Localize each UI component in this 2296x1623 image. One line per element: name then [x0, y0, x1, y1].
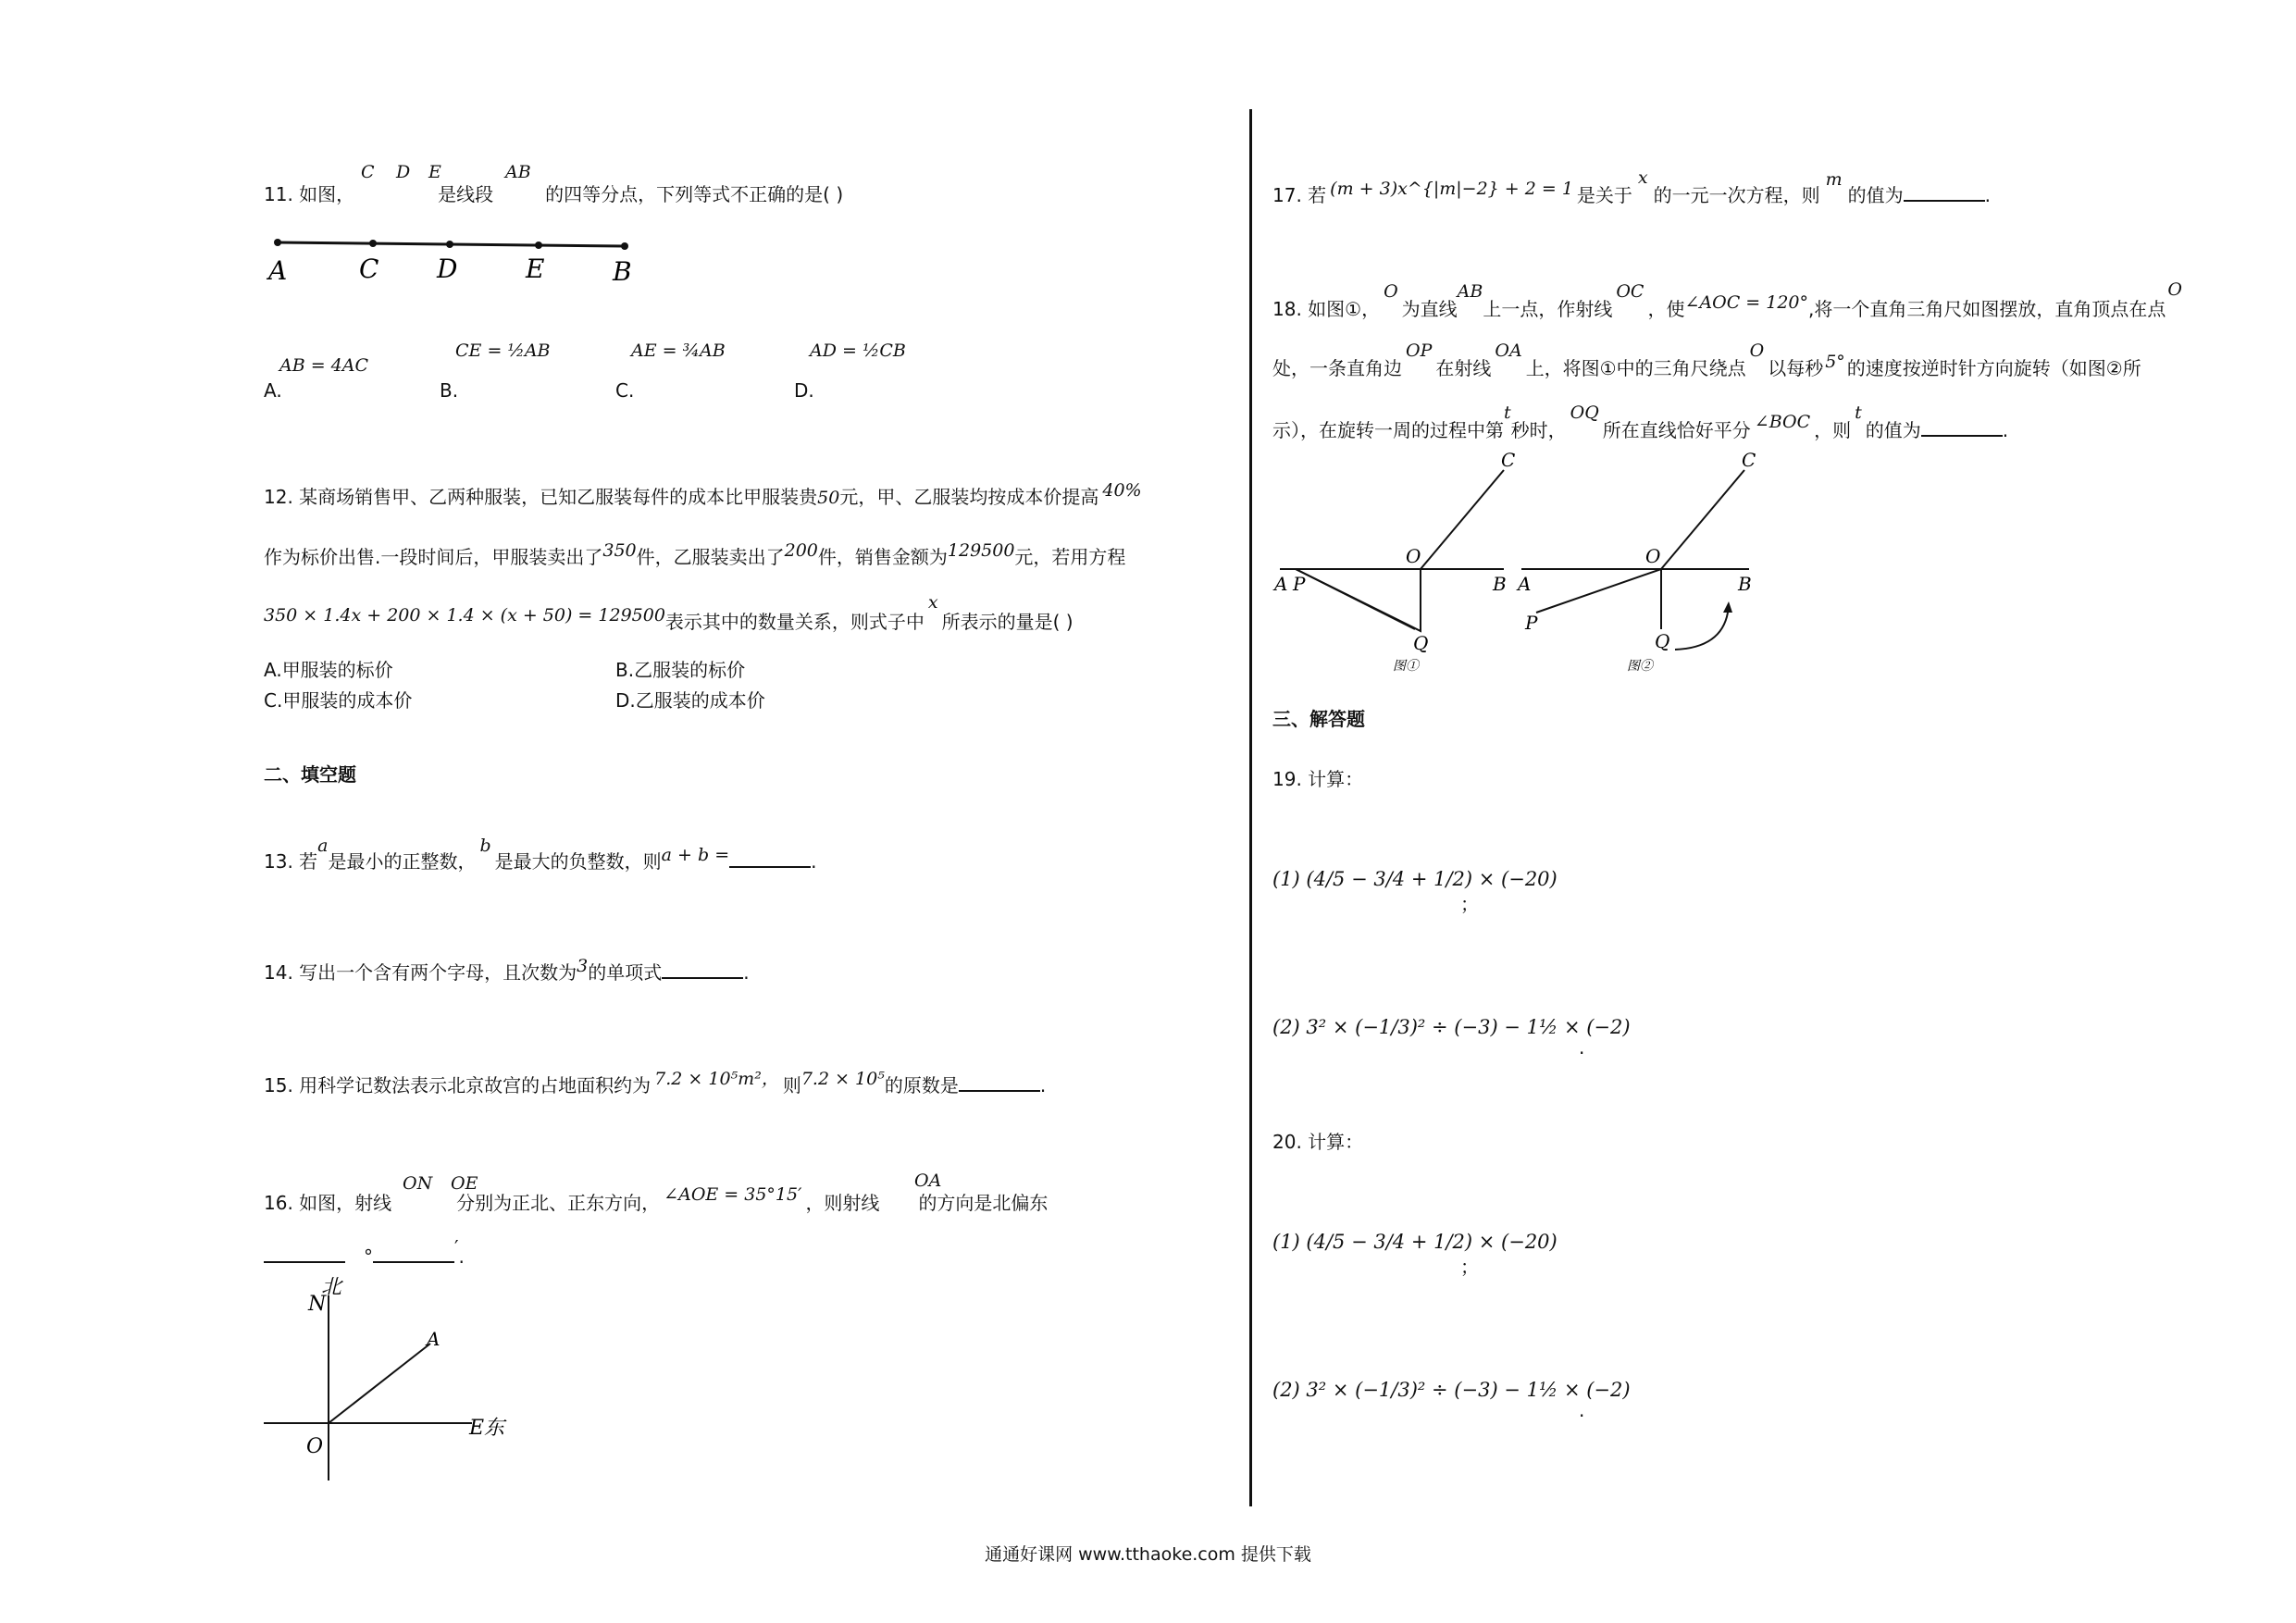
q11-var-e: E: [428, 162, 441, 182]
q14-text: 14. 写出一个含有两个字母，且次数为3的单项式 .: [264, 956, 750, 984]
q11-option-b-label: B.: [440, 379, 459, 402]
q12-option-b: B.乙服装的标价: [615, 659, 746, 681]
q17-answer-blank[interactable]: [1904, 183, 1985, 202]
q18-fig2-point-c: C: [1742, 449, 1756, 471]
q15-answer-blank[interactable]: [959, 1073, 1040, 1092]
q18-fig2-point-a: A: [1518, 573, 1532, 595]
q15-text: 15. 用科学记数法表示北京故宫的占地面积约为 7.2 × 10⁵m²， 则7.2 × 10⁵的原数是 .: [264, 1069, 1047, 1096]
q16-point-a: A: [427, 1328, 441, 1350]
q18-fig2-point-q: Q: [1655, 630, 1670, 652]
q18-fig2-point-p: P: [1525, 612, 1538, 634]
q18-fig1-point-p: P: [1293, 573, 1306, 595]
q18-fig1-point-c: C: [1501, 449, 1516, 471]
q18-figure-2: [1518, 449, 1758, 685]
section-fill-in-heading: 二、填空题: [264, 763, 356, 786]
footer-source: 通通好课网 www.tthaoke.com 提供下载: [985, 1544, 1311, 1565]
q16-ray-oe: OE: [451, 1173, 478, 1194]
q20-part1-semicolon: ；: [1460, 1256, 1479, 1278]
q13-answer-blank[interactable]: [729, 849, 811, 868]
q16-degree-blank[interactable]: [264, 1245, 345, 1263]
q18-fig1-point-q: Q: [1413, 632, 1429, 654]
q11-option-a-label: A.: [264, 379, 282, 402]
q11-option-d-label: D.: [794, 379, 814, 402]
q20-title: 20. 计算：: [1272, 1131, 1364, 1153]
q11-segment-ab: AB: [505, 162, 531, 182]
q18-fig1-point-a: A: [1274, 573, 1288, 595]
q18-line2: 处，一条直角边OP在射线OA上，将图①中的三角尺绕点O以每秒 5° 的速度按逆时针方向旋转（如图②所: [1272, 341, 2141, 379]
column-divider: [1249, 109, 1252, 1506]
q16-point-o: O: [306, 1435, 324, 1458]
q18-figure-1: [1272, 449, 1516, 685]
q11-line-figure: [268, 231, 657, 296]
q16-north-label: 北: [321, 1276, 342, 1299]
q16-ray-on: ON: [403, 1173, 433, 1194]
q11-text: 11. 如图， 是线段 的四等分点，下列等式不正确的是( ): [264, 183, 844, 205]
q19-part2-period: .: [1579, 1036, 1585, 1059]
q16-minute-blank[interactable]: [373, 1245, 454, 1263]
q11-point-e: E: [526, 254, 545, 284]
q11-var-d: D: [396, 162, 411, 182]
q16-east-label: 东: [484, 1417, 505, 1440]
q18-fig1-caption: 图①: [1393, 659, 1419, 674]
q19-part1: (1) (4/5 − 3/4 + 1/2) × (−20): [1272, 868, 1558, 890]
q20-part1: (1) (4/5 − 3/4 + 1/2) × (−20): [1272, 1231, 1558, 1253]
q12-line3: 350 × 1.4x + 200 × 1.4 × (x + 50) = 129500表示其中的数量关系，则式子中x所表示的量是( ): [264, 592, 1074, 633]
q11-point-c: C: [359, 254, 379, 284]
q17-text: 17. 若 (m + 3)x^{|m|−2} + 2 = 1 是关于x的一元一次方程，则m的值为 .: [1272, 167, 1992, 206]
q20-part2-period: .: [1579, 1399, 1585, 1421]
q12-option-c: C.甲服装的成本价: [264, 689, 413, 712]
q11-option-c-label: C.: [615, 379, 635, 402]
q16-answer-line: ° ′.: [264, 1245, 465, 1268]
q11-option-c-expr: AE = ¾AB: [631, 341, 726, 361]
q11-point-b: B: [613, 256, 632, 287]
q18-answer-blank[interactable]: [1921, 418, 2003, 437]
q11-option-d-expr: AD = ½CB: [810, 341, 906, 361]
q16-point-n: N: [308, 1293, 327, 1316]
q11-option-a-expr: AB = 4AC: [279, 355, 369, 376]
q16-point-e: E: [469, 1417, 485, 1440]
q11-point-d: D: [437, 254, 458, 284]
q18-line3: 示），在旋转一周的过程中第t秒时，OQ所在直线恰好平分 ∠BOC ，则t的值为 .: [1272, 403, 2009, 441]
q18-fig1-point-b: B: [1493, 573, 1507, 595]
q16-text: 16. 如图，射线 分别为正北、正东方向， ∠AOE = 35°15′ ，则射线 的方向是北偏东: [264, 1184, 1049, 1214]
q12-option-d: D.乙服装的成本价: [615, 689, 765, 712]
q19-part1-semicolon: ；: [1460, 893, 1479, 915]
q14-answer-blank[interactable]: [662, 960, 743, 979]
q12-line2: 作为标价出售.一段时间后，甲服装卖出了350件，乙服装卖出了200件，销售金额为129500元，若用方程: [264, 540, 1126, 568]
q12-line1: 12. 某商场销售甲、乙两种服装，已知乙服装每件的成本比甲服装贵50元，甲、乙服装均按成本价提高 40%: [264, 480, 1142, 508]
q12-option-a: A.甲服装的标价: [264, 659, 393, 681]
q18-line1: 18. 如图①，O为直线AB上一点，作射线OC，使∠AOC = 120°,将一个直角三角尺如图摆放，直角顶点在点O: [1272, 279, 2182, 320]
q18-fig2-point-b: B: [1738, 573, 1752, 595]
q19-title: 19. 计算：: [1272, 768, 1364, 790]
q18-fig2-point-o: O: [1645, 545, 1661, 567]
q18-fig2-caption: 图②: [1627, 659, 1653, 674]
q19-part2: (2) 3² × (−1/3)² ÷ (−3) − 1½ × (−2): [1272, 1016, 1631, 1038]
q13-text: 13. 若a是最小的正整数，b是最大的负整数，则a + b = .: [264, 836, 817, 873]
q11-option-b-expr: CE = ½AB: [455, 341, 551, 361]
q16-compass-figure: [264, 1277, 541, 1490]
q16-ray-oa: OA: [914, 1171, 942, 1191]
q20-part2: (2) 3² × (−1/3)² ÷ (−3) − 1½ × (−2): [1272, 1379, 1631, 1401]
q11-var-c: C: [361, 162, 375, 182]
q11-point-a: A: [268, 255, 288, 286]
q18-fig1-point-o: O: [1406, 545, 1421, 567]
section-solutions-heading: 三、解答题: [1272, 708, 1365, 730]
